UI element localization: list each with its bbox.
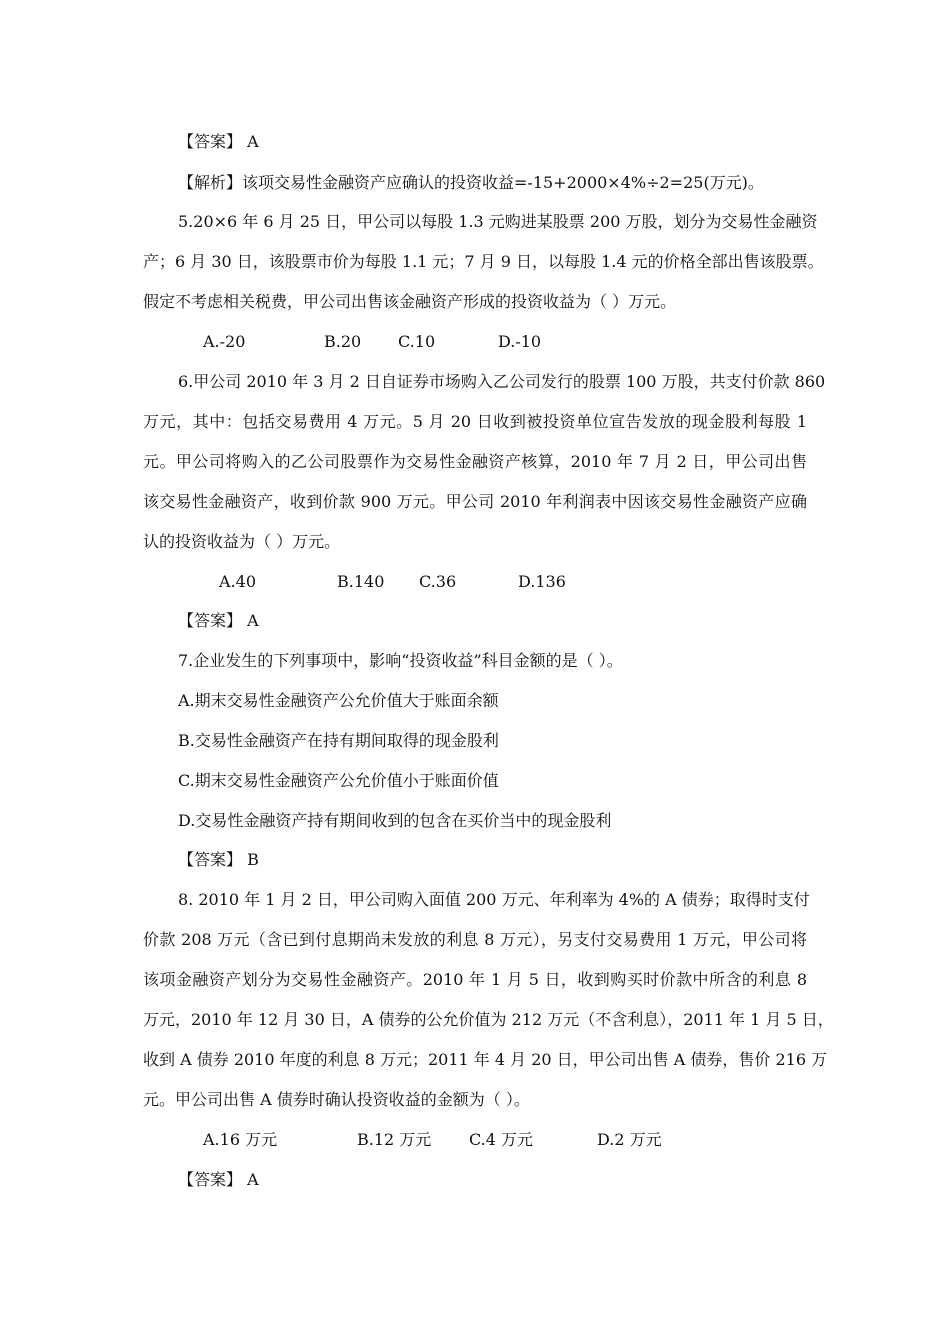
question-8-line-2: 价款 208 万元（含已到付息期尚未发放的利息 8 万元），另支付交易费用 1 万元，甲公司将 bbox=[143, 930, 807, 949]
question-8-line-3: 该项金融资产划分为交易性金融资产。2010 年 1 月 5 日，收到购买时价款中所含的利息 8 bbox=[143, 970, 807, 989]
question-5-option-b: B.20 bbox=[324, 332, 362, 351]
question-8-option-c: C.4 万元 bbox=[469, 1130, 534, 1149]
question-6-line-1: 6.甲公司 2010 年 3 月 2 日自证券市场购入乙公司发行的股票 100 万股，共支付价款 860 bbox=[178, 372, 826, 391]
question-7-stem: 7.企业发生的下列事项中，影响“投资收益”科目金额的是（ ）。 bbox=[178, 651, 623, 670]
question-6-option-c: C.36 bbox=[419, 572, 457, 591]
question-5-line-2: 产；6 月 30 日，该股票市价为每股 1.1 元；7 月 9 日，以每股 1.4 元的价格全部出售该股票。 bbox=[143, 252, 824, 271]
question-8-line-5: 收到 A 债券 2010 年度的利息 8 万元；2011 年 4 月 20 日，甲公司出售 A 债券，售价 216 万 bbox=[143, 1050, 828, 1069]
question-8-option-b: B.12 万元 bbox=[357, 1130, 432, 1149]
question-8-option-d: D.2 万元 bbox=[597, 1130, 662, 1149]
answer-label: 【答案】 B bbox=[178, 850, 259, 869]
question-5-option-c: C.10 bbox=[398, 332, 436, 351]
question-7-option-c: C.期末交易性金融资产公允价值小于账面价值 bbox=[178, 771, 499, 790]
question-8-line-6: 元。甲公司出售 A 债券时确认投资收益的金额为（ ）。 bbox=[143, 1090, 530, 1109]
question-5-line-3: 假定不考虑相关税费，甲公司出售该金融资产形成的投资收益为（ ）万元。 bbox=[143, 292, 677, 311]
question-6-line-2: 万元，其中：包括交易费用 4 万元。5 月 20 日收到被投资单位宣告发放的现金股利每股 1 bbox=[143, 412, 807, 431]
analysis-text: 【解析】该项交易性金融资产应确认的投资收益=-15+2000×4%÷2=25(万元)。 bbox=[178, 173, 764, 192]
question-6-option-d: D.136 bbox=[518, 572, 566, 591]
question-5-option-d: D.-10 bbox=[498, 332, 542, 351]
answer-label: 【答案】 A bbox=[178, 611, 259, 630]
question-5-option-a: A.-20 bbox=[203, 332, 246, 351]
question-7-option-d: D.交易性金融资产持有期间收到的包含在买价当中的现金股利 bbox=[178, 811, 612, 830]
question-5-line-1: 5.20×6 年 6 月 25 日，甲公司以每股 1.3 元购进某股票 200 万股，划分为交易性金融资 bbox=[178, 212, 818, 231]
question-8-line-1: 8. 2010 年 1 月 2 日，甲公司购入面值 200 万元、年利率为 4%的 A 债券；取得时支付 bbox=[178, 890, 810, 909]
question-6-option-b: B.140 bbox=[337, 572, 385, 591]
question-6-line-4: 该交易性金融资产，收到价款 900 万元。甲公司 2010 年利润表中因该交易性金融资产应确 bbox=[143, 492, 807, 511]
question-7-option-a: A.期末交易性金融资产公允价值大于账面余额 bbox=[178, 691, 499, 710]
question-8-line-4: 万元，2010 年 12 月 30 日，A 债券的公允价值为 212 万元（不含利息），2011 年 1 月 5 日， bbox=[143, 1010, 834, 1029]
question-6-option-a: A.40 bbox=[219, 572, 256, 591]
answer-label: 【答案】 A bbox=[178, 1170, 259, 1189]
question-6-line-5: 认的投资收益为（ ）万元。 bbox=[143, 532, 341, 551]
answer-label: 【答案】 A bbox=[178, 132, 259, 151]
question-6-line-3: 元。甲公司将购入的乙公司股票作为交易性金融资产核算，2010 年 7 月 2 日，甲公司出售 bbox=[143, 452, 807, 471]
question-8-option-a: A.16 万元 bbox=[203, 1130, 278, 1149]
question-7-option-b: B.交易性金融资产在持有期间取得的现金股利 bbox=[178, 731, 499, 750]
